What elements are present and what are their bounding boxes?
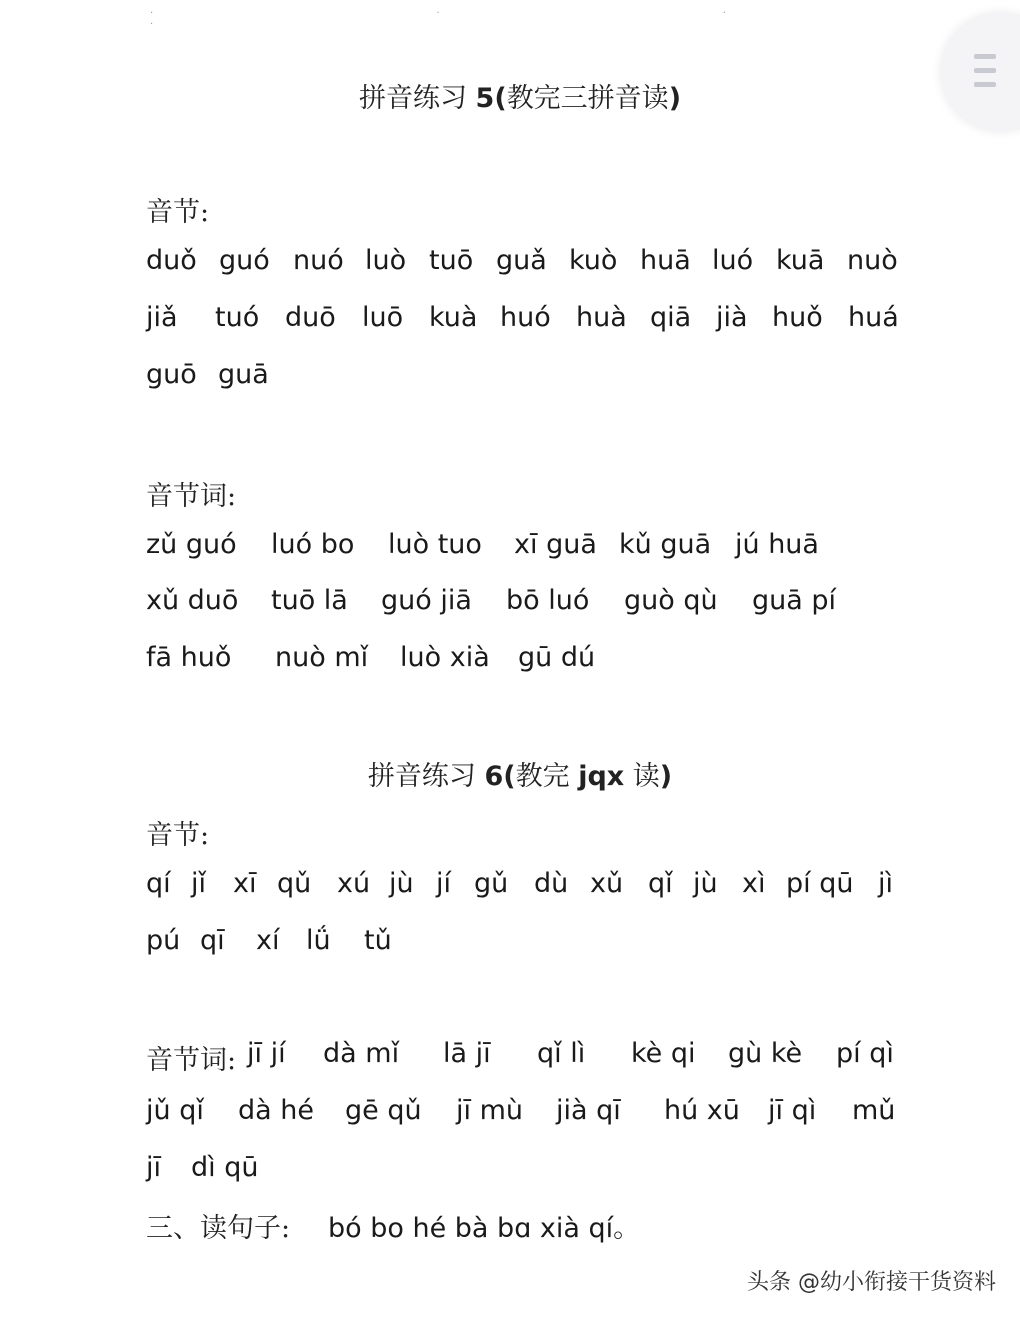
syllable: luó [712, 245, 754, 276]
syllables-label: 音节: [146, 820, 210, 851]
syllable: gǔ [474, 868, 509, 899]
top-dots: · · · · [150, 8, 866, 30]
word: qǐ lì [537, 1038, 586, 1069]
title-paren: ) [659, 761, 673, 792]
text-row [0, 642, 1020, 682]
text-row [0, 925, 1020, 965]
syllable: kuà [429, 302, 478, 333]
word: jī [146, 1152, 162, 1183]
word: xǔ duō [146, 585, 239, 616]
syllable: pí qū [786, 868, 854, 899]
syllable: qī [200, 925, 225, 956]
word: pí qì [836, 1038, 894, 1069]
syllable: tǔ [364, 925, 392, 956]
syllable: jià [716, 302, 748, 333]
watermark: 头条 @幼小衔接干货资料 [747, 1270, 996, 1295]
word: xī guā [514, 529, 597, 560]
syllable: pú [146, 925, 181, 956]
sentence-label: 三、读句子: [146, 1213, 291, 1244]
text-row [0, 1152, 1020, 1192]
syllable: lǘ [306, 925, 331, 956]
word: jī qì [768, 1095, 817, 1126]
syllable: jì [878, 868, 894, 899]
syllable: qiā [650, 302, 692, 333]
syllable: qǔ [277, 868, 312, 899]
word: gū dú [518, 642, 596, 673]
syllable: huà [576, 302, 627, 333]
text-row [0, 585, 1020, 625]
syllable: huā [640, 245, 691, 276]
syllable: guō [146, 359, 197, 390]
syllables-label: 音节: [146, 197, 210, 228]
syllable: guó [219, 245, 270, 276]
word: zǔ guó [146, 529, 237, 560]
word: luó bo [271, 529, 355, 560]
title-text: 读 [624, 761, 660, 792]
title-number: 5( [475, 83, 507, 114]
title-text: 教完三拼音读 [506, 83, 669, 114]
syllable: jǐ [191, 868, 207, 899]
syllable: nuò [847, 245, 898, 276]
word: jú huā [735, 529, 819, 560]
word: luò tuo [388, 529, 482, 560]
syllable: duō [285, 302, 336, 333]
syllable: huó [500, 302, 551, 333]
syllable: duǒ [146, 245, 197, 276]
syllable: dù [534, 868, 569, 899]
text-row [0, 359, 1020, 399]
syllable: nuó [293, 245, 344, 276]
word: dà mǐ [323, 1038, 400, 1069]
syllable: xǔ [590, 868, 624, 899]
words-label: 音节词: [146, 1045, 237, 1076]
title-text: 教完 [515, 761, 579, 792]
word: lā jī [443, 1038, 491, 1069]
word: guò qù [624, 585, 718, 616]
syllable: jù [389, 868, 414, 899]
word: jī mù [456, 1095, 523, 1126]
text-row [0, 1095, 1020, 1135]
word: dì qū [191, 1152, 259, 1183]
title-number: 6( [484, 761, 516, 792]
word: nuò mǐ [275, 642, 369, 673]
syllable: xì [742, 868, 766, 899]
title-paren: ) [668, 83, 682, 114]
text-row [0, 302, 1020, 342]
word: gù kè [728, 1038, 803, 1069]
word: dà hé [238, 1095, 314, 1126]
syllable: huá [848, 302, 899, 333]
syllable: xú [337, 868, 371, 899]
text-row [0, 1038, 1020, 1078]
word: gē qǔ [345, 1095, 422, 1126]
word: guā pí [752, 585, 837, 616]
word: tuō lā [271, 585, 348, 616]
syllable: huǒ [772, 302, 823, 333]
section6-title [0, 754, 1020, 793]
word: kǔ guā [619, 529, 712, 560]
title-text: 拼音练习 [358, 83, 476, 114]
sentence-text: bó bo hé bà bɑ xià qí。 [328, 1213, 641, 1244]
word: jià qī [556, 1095, 621, 1126]
word: luò xià [400, 642, 490, 673]
word: bō luó [506, 585, 590, 616]
syllable: luò [365, 245, 407, 276]
section5-title [0, 76, 1020, 115]
syllable: tuō [429, 245, 474, 276]
words-label: 音节词: [146, 481, 237, 512]
text-row [0, 529, 1020, 569]
word: fā huǒ [146, 642, 232, 673]
syllable: qǐ [648, 868, 673, 899]
word: guó jiā [381, 585, 472, 616]
syllable: guā [218, 359, 269, 390]
text-row [0, 245, 1020, 285]
syllable: xí [256, 925, 280, 956]
syllable: luō [362, 302, 404, 333]
title-text: 拼音练习 [367, 761, 485, 792]
word: hú xū [664, 1095, 740, 1126]
word: jī jí [247, 1038, 286, 1069]
syllable: qí [146, 868, 171, 899]
sentence-row [0, 1206, 1020, 1246]
word: jǔ qǐ [146, 1095, 204, 1126]
text-row [0, 868, 1020, 908]
syllable: jí [436, 868, 452, 899]
title-jqx: jqx [578, 761, 625, 792]
word: kè qi [631, 1038, 696, 1069]
syllable: tuó [215, 302, 260, 333]
syllable: guǎ [496, 245, 547, 276]
syllable: kuò [569, 245, 618, 276]
syllable: xī [233, 868, 257, 899]
word: mǔ [852, 1095, 896, 1126]
syllable: kuā [776, 245, 825, 276]
syllable: jiǎ [146, 302, 178, 333]
syllable: jù [693, 868, 718, 899]
